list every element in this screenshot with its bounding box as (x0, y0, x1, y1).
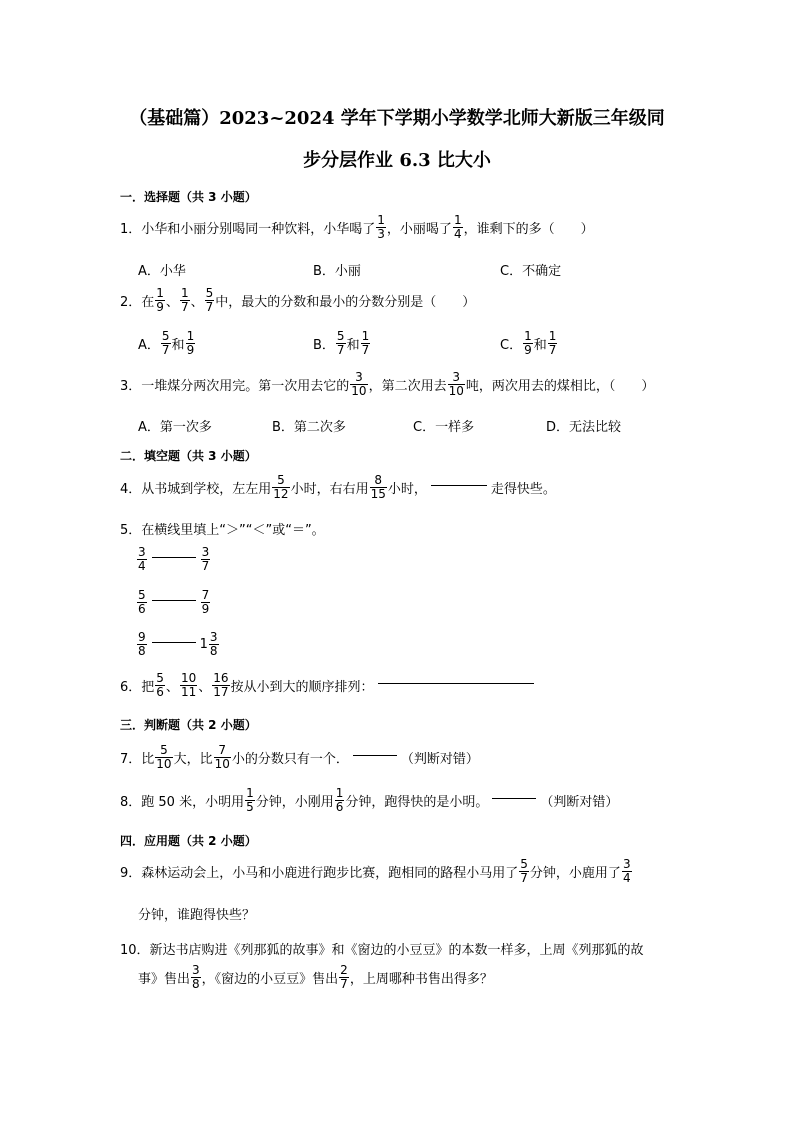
section-heading-application: 四．应用题（共 2 小题） (120, 834, 257, 848)
fraction: $\frac{2}{7}$ (340, 963, 348, 991)
question-text: 中，最大的分数和最小的分数分别是（ ） (215, 295, 476, 310)
question-text: 小时，右右用 (290, 482, 369, 497)
fraction: $\frac{3}{8}$ (192, 963, 200, 991)
question-text: ，《窗边的小豆豆》售出 (201, 972, 339, 987)
answer-blank[interactable] (152, 556, 196, 558)
answer-blank[interactable] (378, 682, 534, 684)
question-text: 9．森林运动会上，小马和小鹿进行跑步比赛，跑相同的路程小马用了 (120, 866, 519, 881)
answer-blank[interactable] (431, 484, 487, 486)
separator: 、 (190, 295, 204, 310)
question-7 (120, 744, 479, 771)
question-text: 8．跑 50 米，小明用 (120, 795, 245, 810)
fraction: $\frac{1}{7}$ (180, 286, 189, 314)
fraction: $\frac{5}{7}$ (520, 857, 528, 885)
section-heading-fill: 二．填空题（共 3 小题） (120, 449, 257, 463)
question-text: 小时， (387, 482, 427, 497)
question-8 (120, 787, 618, 814)
question-text: ，第二次用去 (368, 379, 447, 394)
mixed-whole: 1 (199, 637, 208, 652)
answer-blank[interactable] (353, 754, 397, 756)
question-3 (120, 371, 654, 398)
fraction: $\frac{3}{10}$ (351, 370, 367, 398)
question-text: 吨，两次用去的煤相比，（ ） (465, 379, 655, 394)
question-text: （判断对错） (400, 752, 479, 767)
fraction: $\frac{1}{3}$ (377, 213, 385, 241)
question-text: 走得快些。 (490, 482, 556, 497)
question-text: 小的分数只有一个． (231, 752, 349, 767)
option-b: B． $\frac{5}{7}$ 和 $\frac{1}{7}$ (313, 329, 370, 357)
question-text: 大，比 (173, 752, 213, 767)
question-text: 事》售出 (138, 972, 191, 987)
option-a: A．第一次多 (138, 420, 212, 435)
option-d: D．无法比较 (546, 420, 622, 435)
question-text: （判断对错） (540, 795, 619, 810)
question-text: 5．在横线里填上“＞”“＜”或“＝”。 (120, 523, 325, 538)
fraction: $\frac{1}{4}$ (453, 213, 462, 241)
option-b: B．第二次多 (272, 420, 346, 435)
compare-row: $\frac{3}{4}$ $\frac{3}{7}$ (138, 545, 210, 573)
question-text: ，小丽喝了 (386, 222, 452, 237)
option-c: C．一样多 (413, 420, 475, 435)
option-a: A．小华 (138, 264, 186, 279)
section-heading-judge: 三．判断题（共 2 小题） (120, 718, 257, 732)
question-6 (120, 672, 538, 699)
separator: 、 (165, 680, 179, 695)
compare-row: $\frac{9}{8}$ 1 $\frac{3}{8}$ (138, 630, 218, 658)
question-text: 1．小华和小丽分别喝同一种饮料，小华喝了 (120, 222, 376, 237)
fraction: $\frac{1}{5}$ (246, 786, 254, 814)
fraction: $\frac{7}{10}$ (214, 743, 230, 771)
answer-blank[interactable] (152, 641, 196, 643)
fraction: $\frac{5}{12}$ (273, 473, 289, 501)
fraction: $\frac{3}{4}$ (622, 857, 631, 885)
answer-blank[interactable] (492, 797, 536, 799)
question-text: 分钟，小鹿用了 (529, 866, 621, 881)
fraction: $\frac{5}{7}$ (205, 286, 214, 314)
question-10: 10．新达书店购进《列那狐的故事》和《窗边的小豆豆》的本数一样多，上周《列那狐的故 (120, 943, 644, 958)
question-text: 分钟，小刚用 (255, 795, 334, 810)
fraction: $\frac{10}{11}$ (180, 671, 197, 699)
question-4 (120, 474, 556, 501)
title-line-1: （基础篇）2023~2024 学年下学期小学数学北师大新版三年级同 (129, 108, 665, 129)
option-a: A． $\frac{5}{7}$ 和 $\frac{1}{9}$ (138, 329, 195, 357)
question-text: ，上周哪种书售出得多？ (349, 972, 493, 987)
question-text: 按从小到大的顺序排列： (230, 680, 374, 695)
question-text: 6．把 (120, 680, 155, 695)
question-2 (120, 287, 475, 314)
fraction: $\frac{1}{6}$ (335, 786, 344, 814)
fraction: $\frac{5}{10}$ (156, 743, 172, 771)
question-1 (120, 214, 594, 241)
title-line-2: 步分层作业 6.3 比大小 (303, 150, 491, 171)
section-heading-choice: 一．选择题（共 3 小题） (120, 190, 257, 204)
separator: 、 (165, 295, 179, 310)
question-5 (120, 519, 325, 538)
question-9 (120, 858, 633, 885)
question-9-continued: 分钟，谁跑得快些？ (138, 908, 256, 923)
question-text: ，谁剩下的多（ ） (463, 222, 594, 237)
separator: 、 (198, 680, 212, 695)
question-text: 7．比 (120, 752, 155, 767)
fraction: $\frac{3}{10}$ (448, 370, 464, 398)
fraction: $\frac{1}{9}$ (156, 286, 164, 314)
option-c: C． $\frac{1}{9}$ 和 $\frac{1}{7}$ (500, 329, 557, 357)
answer-blank[interactable] (152, 599, 196, 601)
fraction: $\frac{16}{17}$ (213, 671, 229, 699)
question-10-continued (138, 964, 493, 991)
question-text: 4．从书城到学校，左左用 (120, 482, 272, 497)
option-c: C．不确定 (500, 264, 562, 279)
question-text: 3．一堆煤分两次用完。第一次用去它的 (120, 379, 350, 394)
question-text: 分钟，跑得快的是小明。 (345, 795, 489, 810)
fraction: $\frac{5}{6}$ (156, 671, 164, 699)
compare-row: $\frac{5}{6}$ $\frac{7}{9}$ (138, 588, 210, 616)
option-b: B．小丽 (313, 264, 361, 279)
fraction: $\frac{8}{15}$ (370, 473, 386, 501)
question-text: 2．在 (120, 295, 155, 310)
